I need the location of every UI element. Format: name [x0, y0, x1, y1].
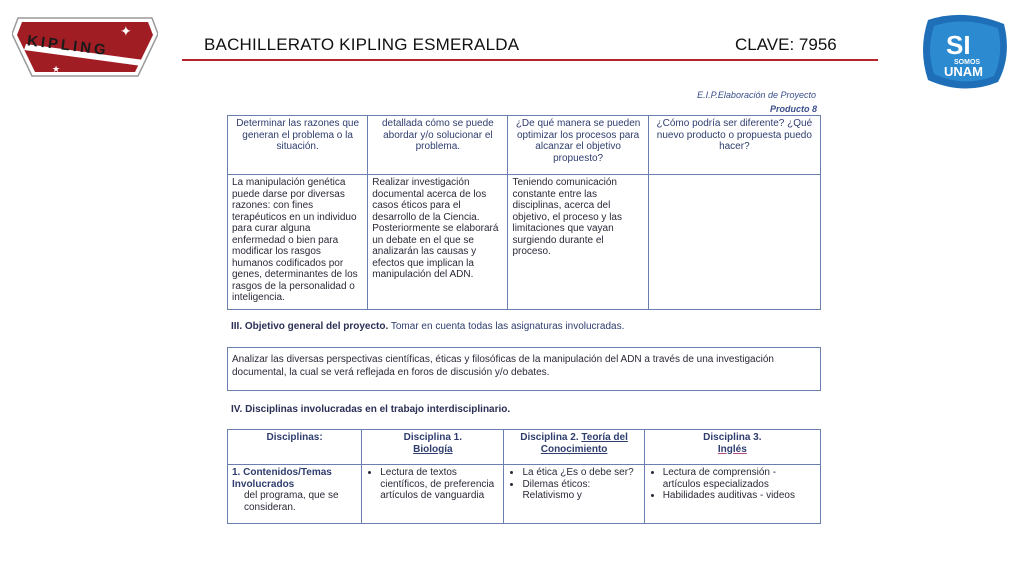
svg-text:★: ★	[52, 65, 61, 75]
school-clave: CLAVE: 7956	[735, 35, 837, 54]
si-somos-unam-logo	[918, 10, 1010, 92]
list-item: • Lectura de textos científicos, de preferencia artículos de vanguardia	[380, 467, 499, 502]
analysis-table	[227, 115, 821, 310]
producto-caption: Producto 8	[769, 104, 817, 114]
contents-title: 1. Contenidos/Temas Involucrados	[232, 467, 332, 490]
table1-header-2: detallada cómo se puede abordar y/o solucionar el problema.	[368, 116, 508, 175]
discipline-2-header	[504, 430, 644, 465]
discipline-3-number: Disciplina 3.	[703, 432, 762, 443]
list-item: • La ética ¿Es o debe ser?	[522, 467, 639, 479]
school-name: BACHILLERATO KIPLING ESMERALDA	[204, 35, 520, 54]
table1-cell-4	[648, 175, 820, 310]
discipline-2-number: Disciplina 2.	[520, 432, 579, 443]
table1-header-1: Determinar las razones que generan el problema o la situación.	[228, 116, 368, 175]
discipline-1-contents	[362, 465, 504, 524]
table1-cell-2: Realizar investigación documental acerca de los casos éticos para el desarrollo de la Ciencia. Posteriormente se elaborará un debate en el que se analizarán las causas y efectos que implican la manipulación del ADN.	[368, 175, 508, 310]
disciplines-header: Disciplinas:	[228, 430, 362, 465]
table1-cell-3: Teniendo comunicación constante entre las disciplinas, acerca del objetivo, el proceso y las limitaciones que vayan surgiendo durante el proceso.	[508, 175, 648, 310]
discipline-3-header	[644, 430, 820, 465]
discipline-1-header	[362, 430, 504, 465]
logo-right-sub2: UNAM	[944, 64, 983, 79]
logo-right-sub1: SOMOS	[954, 59, 981, 66]
svg-text:✦: ✦	[120, 24, 132, 40]
list-item: • Dilemas éticos: Relativismo y	[522, 479, 639, 502]
section3-objective: Analizar las diversas perspectivas científicas, éticas y filosóficas de la manipulación del ADN a través de una investigación documental, la cual se verá reflejada en foros de discusión y/o debates.	[227, 347, 821, 391]
discipline-1-number: Disciplina 1.	[403, 432, 463, 443]
contents-label-cell	[228, 465, 362, 524]
section3-heading	[231, 321, 624, 332]
contents-subtitle: del programa, que se consideran.	[244, 490, 339, 513]
list-item: • Habilidades auditivas - videos	[663, 490, 816, 502]
header-divider	[182, 59, 878, 61]
logo-right-main: SI	[946, 30, 971, 60]
section3-title: III. Objetivo general del proyecto.	[231, 321, 389, 332]
kipling-logo	[12, 14, 158, 80]
discipline-1-name: Biología	[413, 443, 453, 455]
eip-caption: E.I.P.Elaboración de Proyecto	[697, 90, 816, 100]
discipline-3-contents	[644, 465, 820, 524]
list-item: • Lectura de comprensión - artículos especializados	[663, 467, 816, 490]
table1-header-4: ¿Cómo podría ser diferente? ¿Qué nuevo producto o propuesta puedo hacer?	[648, 116, 820, 175]
discipline-2-name: Teoría del Conocimiento	[540, 432, 628, 455]
table1-header-3: ¿De qué manera se pueden optimizar los procesos para alcanzar el objetivo propuesto?	[508, 116, 648, 175]
section3-note: Tomar en cuenta todas las asignaturas involucradas.	[390, 321, 625, 332]
discipline-2-contents	[504, 465, 644, 524]
logo-left-text: KIPLING	[26, 32, 110, 60]
discipline-3-name: Inglés	[717, 443, 747, 455]
section4-title: IV. Disciplinas involucradas en el trabajo interdisciplinario.	[231, 404, 511, 415]
disciplines-table	[227, 429, 821, 524]
table1-cell-1: La manipulación genética puede darse por diversas razones: con fines terapéuticos en un individuo para curar alguna enfermedad o bien para modificar los rasgos humanos codificados por genes, determinantes de los rasgos de la personalidad o inteligencia.	[228, 175, 368, 310]
